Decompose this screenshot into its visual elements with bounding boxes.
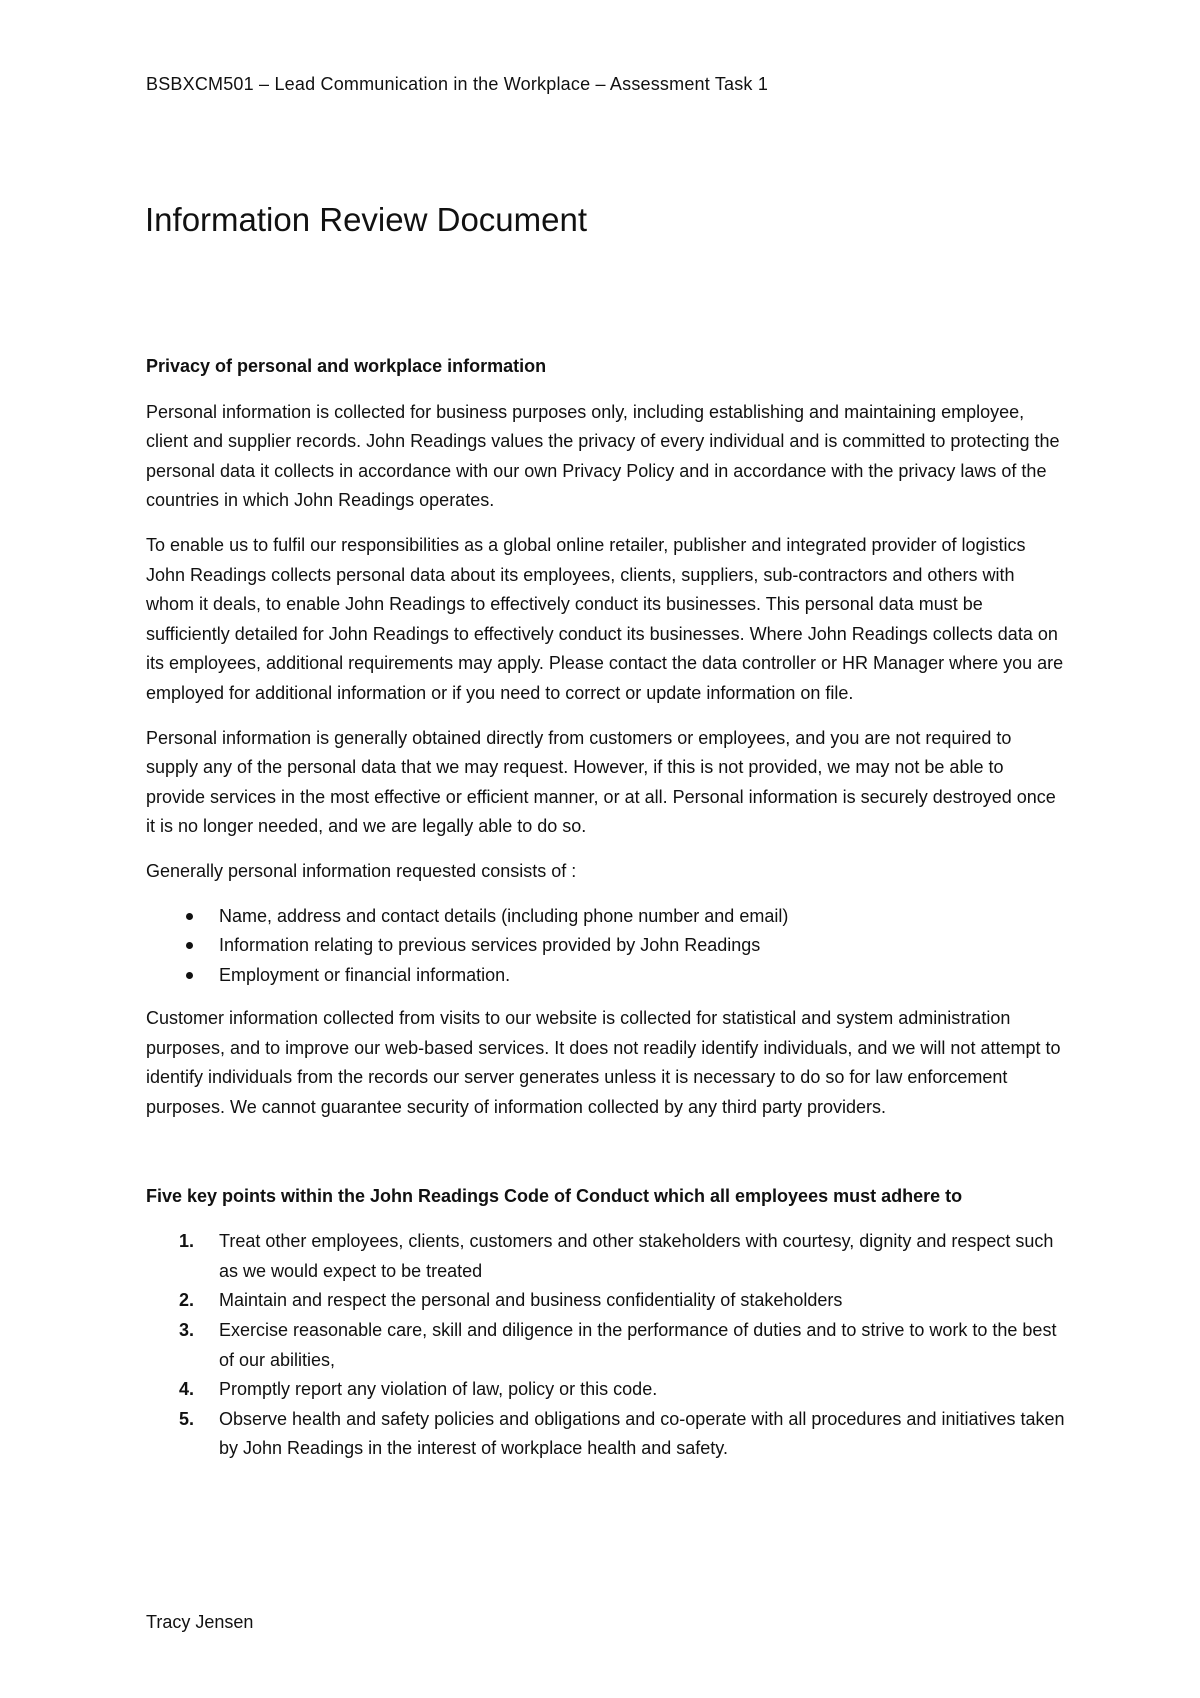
bullet-icon — [186, 942, 193, 949]
privacy-paragraph: Personal information is collected for business purposes only, including establishing and maintaining employee, client and supplier records. John Readings values the privacy of every individual and is committed to protecting the personal data it collects in accordance with our own Privacy Policy and in accordance with the privacy laws of the countries in which John Readings operates. — [146, 401, 1060, 511]
list-item-text: Name, address and contact details (including phone number and email) — [219, 905, 789, 926]
privacy-section-heading: Privacy of personal and workplace information — [146, 356, 547, 376]
list-item — [146, 961, 1066, 991]
list-item-number: 3. — [179, 1320, 195, 1341]
privacy-paragraph: To enable us to fulfil our responsibilities as a global online retailer, publisher and integrated provider of logistics John Readings collects personal data about its employees, clients, suppliers, sub-contractors and others with whom it deals, to enable John Readings to effectively conduct its businesses. This personal data must be sufficiently detailed for John Readings to effectively conduct its businesses. Where John Readings collects data on its employees, additional requirements may apply. Please contact the data controller or HR Manager where you are employed for additional information or if you need to correct or update information on file. — [146, 534, 1064, 703]
page-header: BSBXCM501 – Lead Communication in the Workplace – Assessment Task 1 — [146, 74, 769, 94]
code-of-conduct-heading: Five key points within the John Readings Code of Conduct which all employees must adhere to — [146, 1185, 963, 1206]
list-item-text: Information relating to previous services provided by John Readings — [219, 935, 761, 956]
bullet-icon — [186, 913, 193, 920]
list-item-text: Promptly report any violation of law, policy or this code. — [219, 1379, 658, 1400]
page-footer-author: Tracy Jensen — [146, 1612, 254, 1632]
section-spacer — [146, 1138, 1066, 1182]
list-item — [146, 1405, 1066, 1464]
list-item-text: Maintain and respect the personal and business confidentiality of stakeholders — [219, 1290, 843, 1311]
list-item-number: 2. — [179, 1290, 195, 1311]
list-item-text: Treat other employees, clients, customers and other stakeholders with courtesy, dignity and respect such as we would expect to be treated — [219, 1231, 1054, 1281]
list-item-number: 5. — [179, 1408, 195, 1429]
privacy-paragraph: Generally personal information requested consists of : — [146, 860, 577, 881]
list-item — [146, 1286, 1066, 1316]
document-body — [146, 352, 1066, 1464]
document-title: Information Review Document — [145, 201, 588, 238]
list-item — [146, 1227, 1066, 1286]
list-item — [146, 902, 1066, 932]
list-item-text: Employment or financial information. — [219, 964, 511, 985]
list-item-text: Exercise reasonable care, skill and diligence in the performance of duties and to strive to work to the best of our abilities, — [219, 1320, 1057, 1370]
list-item-number: 4. — [179, 1379, 195, 1400]
list-item-text: Observe health and safety policies and obligations and co-operate with all procedures and initiatives taken by John Readings in the interest of workplace health and safety. — [219, 1408, 1065, 1459]
personal-info-bullet-list — [146, 902, 1066, 991]
list-item-number: 1. — [179, 1231, 195, 1252]
list-item — [146, 1316, 1066, 1375]
privacy-closing-paragraph: Customer information collected from visits to our website is collected for statistical and system administration purposes, and to improve our web-based services. It does not readily identify individuals, and we will not attempt to identify individuals from the records our server generates unless it is necessary to do so for law enforcement purposes. We cannot guarantee security of information collected by any third party providers. — [146, 1008, 1061, 1118]
list-item — [146, 931, 1066, 961]
privacy-paragraph: Personal information is generally obtained directly from customers or employees, and you are not required to supply any of the personal data that we may request. However, if this is not provided, we may not be able to provide services in the most effective or efficient manner, or at all. Personal information is securely destroyed once it is no longer needed, and we are legally able to do so. — [146, 727, 1056, 837]
code-of-conduct-list — [146, 1227, 1066, 1464]
bullet-icon — [186, 972, 193, 979]
list-item — [146, 1375, 1066, 1405]
